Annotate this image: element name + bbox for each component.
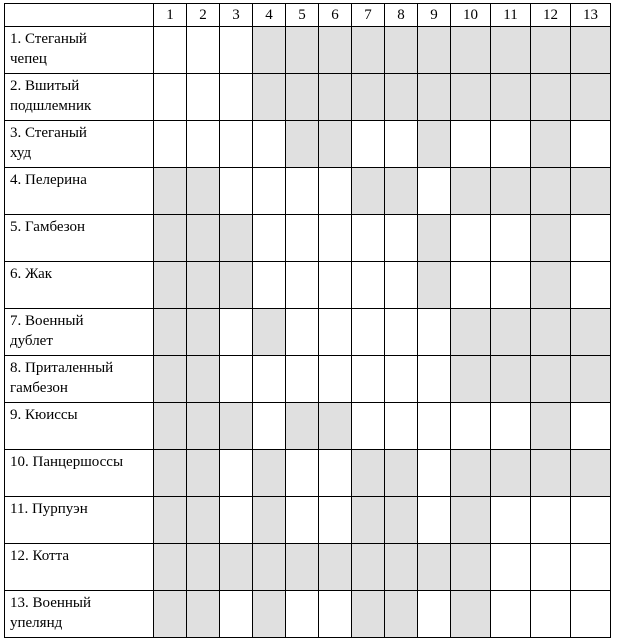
row-label-line: 3. Стеганый <box>10 125 87 141</box>
filled-cell <box>531 27 571 74</box>
row-label-line: 5. Гамбезон <box>10 219 86 235</box>
empty-cell <box>571 215 611 262</box>
filled-cell <box>352 544 385 591</box>
table-row <box>5 450 611 497</box>
empty-cell <box>491 544 531 591</box>
filled-cell <box>451 168 491 215</box>
filled-cell <box>253 544 286 591</box>
filled-cell <box>451 27 491 74</box>
filled-cell <box>571 309 611 356</box>
filled-cell <box>253 309 286 356</box>
empty-cell <box>418 309 451 356</box>
filled-cell <box>418 544 451 591</box>
filled-cell <box>451 591 491 638</box>
column-header-6: 6 <box>319 4 352 27</box>
filled-cell <box>491 168 531 215</box>
filled-cell <box>491 74 531 121</box>
filled-cell <box>451 544 491 591</box>
column-header-1: 1 <box>154 4 187 27</box>
filled-cell <box>531 356 571 403</box>
empty-cell <box>385 121 418 168</box>
filled-cell <box>352 497 385 544</box>
row-label-line: 1. Стеганый <box>10 31 87 47</box>
filled-cell <box>187 215 220 262</box>
empty-cell <box>187 27 220 74</box>
empty-cell <box>286 591 319 638</box>
empty-cell <box>418 497 451 544</box>
row-label <box>5 497 154 544</box>
filled-cell <box>385 591 418 638</box>
filled-cell <box>571 450 611 497</box>
column-header-11: 11 <box>491 4 531 27</box>
filled-cell <box>319 121 352 168</box>
empty-cell <box>491 497 531 544</box>
filled-cell <box>187 591 220 638</box>
row-label <box>5 215 154 262</box>
filled-cell <box>319 544 352 591</box>
empty-cell <box>154 27 187 74</box>
row-label-line: дублет <box>10 333 53 349</box>
empty-cell <box>451 215 491 262</box>
filled-cell <box>531 403 571 450</box>
filled-cell <box>319 74 352 121</box>
table-row <box>5 168 611 215</box>
table-row <box>5 215 611 262</box>
empty-cell <box>385 356 418 403</box>
filled-cell <box>154 403 187 450</box>
empty-cell <box>571 121 611 168</box>
empty-cell <box>385 262 418 309</box>
empty-cell <box>531 497 571 544</box>
row-label <box>5 450 154 497</box>
filled-cell <box>220 215 253 262</box>
filled-cell <box>491 27 531 74</box>
empty-cell <box>154 121 187 168</box>
row-label-line: чепец <box>10 51 47 67</box>
filled-cell <box>352 168 385 215</box>
table-row <box>5 356 611 403</box>
filled-cell <box>385 497 418 544</box>
empty-cell <box>253 403 286 450</box>
empty-cell <box>451 262 491 309</box>
column-header-9: 9 <box>418 4 451 27</box>
empty-cell <box>491 121 531 168</box>
filled-cell <box>385 450 418 497</box>
column-header-13: 13 <box>571 4 611 27</box>
filled-cell <box>571 27 611 74</box>
filled-cell <box>451 450 491 497</box>
filled-cell <box>319 27 352 74</box>
filled-cell <box>286 27 319 74</box>
column-header-5: 5 <box>286 4 319 27</box>
empty-cell <box>286 450 319 497</box>
empty-cell <box>253 121 286 168</box>
filled-cell <box>385 27 418 74</box>
table-row <box>5 591 611 638</box>
empty-cell <box>286 497 319 544</box>
row-label-line: 6. Жак <box>10 266 53 282</box>
empty-cell <box>319 591 352 638</box>
filled-cell <box>286 121 319 168</box>
column-header-8: 8 <box>385 4 418 27</box>
empty-cell <box>418 403 451 450</box>
filled-cell <box>154 168 187 215</box>
filled-cell <box>352 450 385 497</box>
row-label-line: 12. Котта <box>10 548 70 564</box>
filled-cell <box>154 309 187 356</box>
row-label <box>5 74 154 121</box>
filled-cell <box>531 215 571 262</box>
empty-cell <box>220 356 253 403</box>
filled-cell <box>531 262 571 309</box>
filled-cell <box>491 450 531 497</box>
row-label <box>5 168 154 215</box>
filled-cell <box>187 450 220 497</box>
row-label-line: подшлемник <box>10 98 92 114</box>
filled-cell <box>253 450 286 497</box>
filled-cell <box>571 356 611 403</box>
row-label <box>5 544 154 591</box>
empty-cell <box>220 450 253 497</box>
empty-cell <box>319 262 352 309</box>
empty-cell <box>220 591 253 638</box>
column-header-7: 7 <box>352 4 385 27</box>
filled-cell <box>253 591 286 638</box>
empty-cell <box>286 309 319 356</box>
empty-cell <box>352 356 385 403</box>
filled-cell <box>286 403 319 450</box>
row-label-line: 7. Военный <box>10 313 84 329</box>
filled-cell <box>319 403 352 450</box>
filled-cell <box>451 497 491 544</box>
empty-cell <box>286 262 319 309</box>
empty-cell <box>385 309 418 356</box>
filled-cell <box>187 356 220 403</box>
column-header-4: 4 <box>253 4 286 27</box>
filled-cell <box>418 74 451 121</box>
empty-cell <box>220 121 253 168</box>
empty-cell <box>319 168 352 215</box>
filled-cell <box>187 262 220 309</box>
filled-cell <box>187 168 220 215</box>
filled-cell <box>418 121 451 168</box>
empty-cell <box>319 309 352 356</box>
empty-cell <box>418 168 451 215</box>
filled-cell <box>352 27 385 74</box>
empty-cell <box>352 121 385 168</box>
filled-cell <box>491 309 531 356</box>
empty-cell <box>491 403 531 450</box>
empty-cell <box>253 356 286 403</box>
table-row <box>5 544 611 591</box>
empty-cell <box>319 450 352 497</box>
filled-cell <box>385 168 418 215</box>
filled-cell <box>531 450 571 497</box>
column-header-12: 12 <box>531 4 571 27</box>
empty-cell <box>571 544 611 591</box>
filled-cell <box>531 74 571 121</box>
filled-cell <box>418 262 451 309</box>
table-body <box>5 27 611 638</box>
row-label-line: гамбезон <box>10 380 68 396</box>
empty-cell <box>491 215 531 262</box>
row-label <box>5 591 154 638</box>
empty-cell <box>220 74 253 121</box>
filled-cell <box>187 544 220 591</box>
empty-cell <box>385 403 418 450</box>
empty-cell <box>187 121 220 168</box>
empty-cell <box>286 168 319 215</box>
table-row <box>5 262 611 309</box>
row-label-line: 10. Панцершоссы <box>10 454 124 470</box>
corner-cell <box>5 4 154 27</box>
empty-cell <box>352 262 385 309</box>
empty-cell <box>385 215 418 262</box>
table-row <box>5 121 611 168</box>
table-row <box>5 497 611 544</box>
filled-cell <box>451 309 491 356</box>
empty-cell <box>220 309 253 356</box>
empty-cell <box>286 215 319 262</box>
empty-cell <box>571 262 611 309</box>
row-label-line: худ <box>10 145 32 161</box>
empty-cell <box>352 309 385 356</box>
filled-cell <box>352 74 385 121</box>
empty-cell <box>418 356 451 403</box>
filled-cell <box>187 497 220 544</box>
filled-cell <box>491 356 531 403</box>
table-row <box>5 309 611 356</box>
empty-cell <box>319 215 352 262</box>
header-row <box>5 4 611 27</box>
filled-cell <box>220 262 253 309</box>
empty-cell <box>319 356 352 403</box>
empty-cell <box>352 215 385 262</box>
empty-cell <box>220 168 253 215</box>
empty-cell <box>187 74 220 121</box>
filled-cell <box>451 356 491 403</box>
empty-cell <box>531 591 571 638</box>
filled-cell <box>154 497 187 544</box>
table-row <box>5 27 611 74</box>
column-header-10: 10 <box>451 4 491 27</box>
filled-cell <box>418 215 451 262</box>
filled-cell <box>352 591 385 638</box>
filled-cell <box>154 215 187 262</box>
row-label <box>5 27 154 74</box>
filled-cell <box>531 168 571 215</box>
row-label-line: 9. Кюиссы <box>10 407 78 423</box>
empty-cell <box>154 74 187 121</box>
filled-cell <box>451 74 491 121</box>
filled-cell <box>220 544 253 591</box>
empty-cell <box>418 450 451 497</box>
filled-cell <box>253 27 286 74</box>
empty-cell <box>571 403 611 450</box>
empty-cell <box>491 262 531 309</box>
filled-cell <box>253 74 286 121</box>
filled-cell <box>187 403 220 450</box>
empty-cell <box>451 121 491 168</box>
filled-cell <box>418 27 451 74</box>
filled-cell <box>154 262 187 309</box>
empty-cell <box>319 497 352 544</box>
empty-cell <box>352 403 385 450</box>
empty-cell <box>253 215 286 262</box>
empty-cell <box>220 27 253 74</box>
filled-cell <box>571 74 611 121</box>
filled-cell <box>154 544 187 591</box>
filled-cell <box>571 168 611 215</box>
compatibility-table <box>4 3 611 638</box>
row-label-line: 13. Военный <box>10 595 92 611</box>
filled-cell <box>286 544 319 591</box>
filled-cell <box>154 450 187 497</box>
row-label-line: упелянд <box>10 615 63 631</box>
column-header-2: 2 <box>187 4 220 27</box>
empty-cell <box>286 356 319 403</box>
filled-cell <box>385 74 418 121</box>
empty-cell <box>571 591 611 638</box>
filled-cell <box>154 591 187 638</box>
empty-cell <box>531 544 571 591</box>
table-row <box>5 74 611 121</box>
filled-cell <box>253 497 286 544</box>
row-label-line: 2. Вшитый <box>10 78 80 94</box>
table-row <box>5 403 611 450</box>
column-header-3: 3 <box>220 4 253 27</box>
empty-cell <box>418 591 451 638</box>
filled-cell <box>286 74 319 121</box>
empty-cell <box>220 497 253 544</box>
filled-cell <box>154 356 187 403</box>
filled-cell <box>220 403 253 450</box>
filled-cell <box>187 309 220 356</box>
row-label <box>5 262 154 309</box>
row-label <box>5 121 154 168</box>
empty-cell <box>253 262 286 309</box>
empty-cell <box>451 403 491 450</box>
empty-cell <box>571 497 611 544</box>
row-label-line: 11. Пурпуэн <box>10 501 88 517</box>
filled-cell <box>531 309 571 356</box>
empty-cell <box>253 168 286 215</box>
row-label-line: 4. Пелерина <box>10 172 87 188</box>
filled-cell <box>531 121 571 168</box>
row-label <box>5 309 154 356</box>
row-label-line: 8. Приталенный <box>10 360 114 376</box>
filled-cell <box>385 544 418 591</box>
row-label <box>5 356 154 403</box>
empty-cell <box>491 591 531 638</box>
row-label <box>5 403 154 450</box>
